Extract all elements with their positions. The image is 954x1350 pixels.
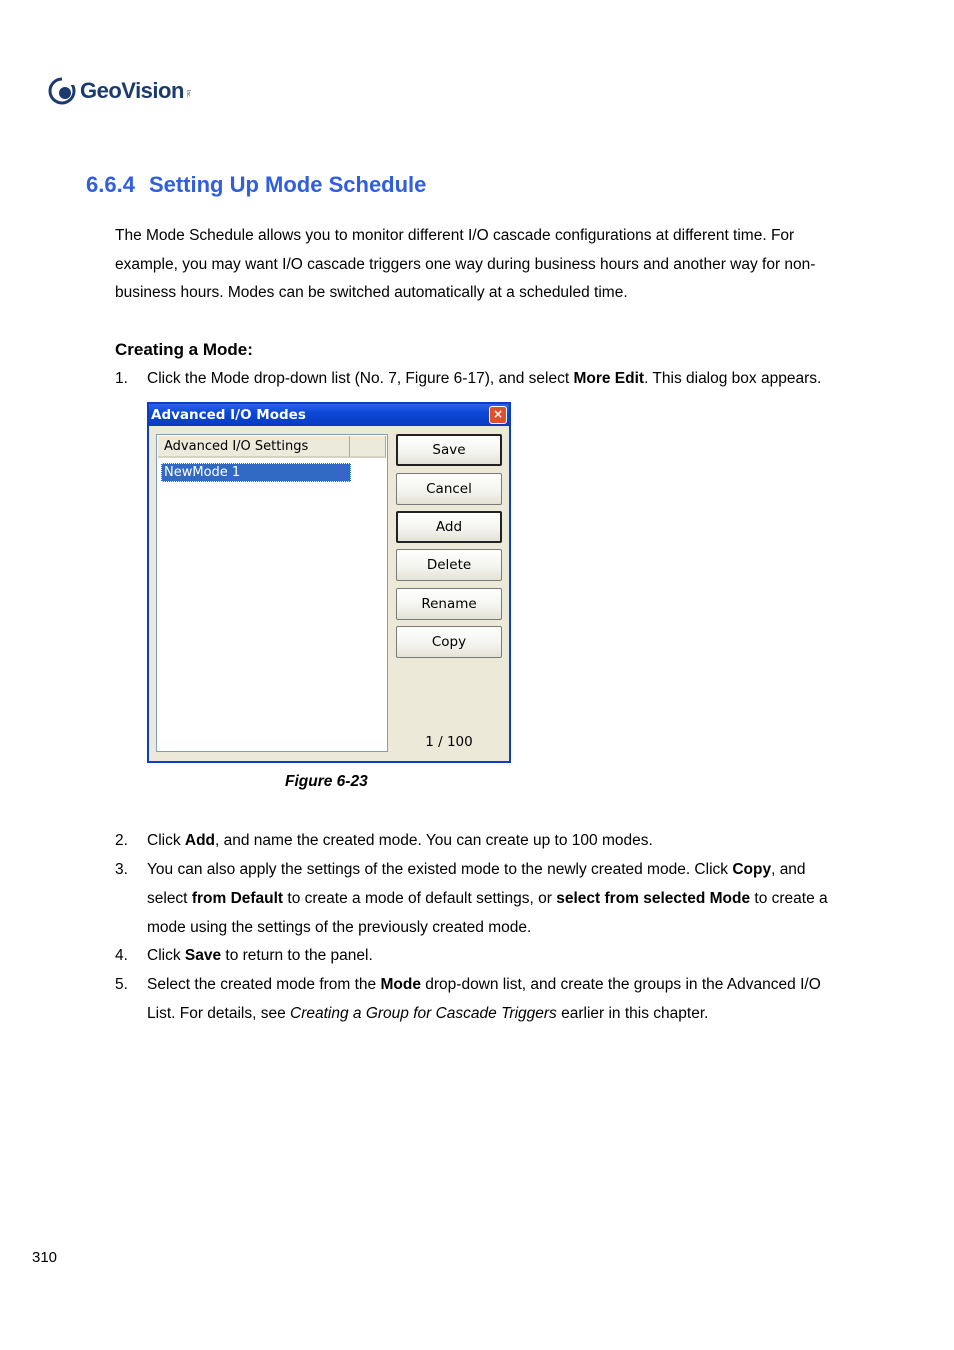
geovision-logo-icon <box>48 76 78 106</box>
logo-suffix: Inc. <box>184 89 191 99</box>
step-bold-term: from Default <box>191 889 284 907</box>
intro-paragraph: The Mode Schedule allows you to monitor different I/O cascade configurations at different time. For example, you may want I/O cascade triggers one way during business hours and another way for non-business hours. Modes can be switched automatically at a scheduled time. <box>115 227 816 302</box>
advanced-io-modes-dialog <box>147 402 511 763</box>
list-item[interactable]: NewMode 1 <box>161 463 351 482</box>
step-text-part: You can also apply the settings of the existed mode to the newly created mode. Click <box>147 861 733 878</box>
section-heading: Setting Up Mode Schedule <box>148 172 427 197</box>
step-number: 3. <box>115 861 128 878</box>
step-bold-term: Save <box>184 947 222 964</box>
add-button[interactable]: Add <box>396 511 502 543</box>
figure-caption: Figure 6-23 <box>285 773 368 790</box>
close-icon[interactable]: × <box>489 406 507 424</box>
step-number: 5. <box>115 976 128 993</box>
list-column-header[interactable]: Advanced I/O Settings <box>158 436 350 458</box>
geovision-logo <box>48 76 191 106</box>
step-text-part: to return to the panel. <box>221 947 373 964</box>
list-column-header-empty[interactable] <box>350 436 386 458</box>
mode-counter: 1 / 100 <box>425 734 473 750</box>
step-text-part: Select the created mode from the <box>147 976 381 993</box>
step-text <box>147 365 847 394</box>
step-text-part: Click the Mode drop-down list (No. 7, Figure 6-17), and select <box>147 370 574 387</box>
step-text <box>147 856 847 942</box>
section-title <box>86 172 426 198</box>
step-number: 2. <box>115 832 128 849</box>
subheading-creating-mode: Creating a Mode: <box>115 340 253 359</box>
step-text <box>147 971 847 1029</box>
step-text <box>147 942 847 971</box>
step-bold-term: Add <box>184 832 216 849</box>
cancel-button[interactable]: Cancel <box>396 473 502 505</box>
step-text-part: to create a mode of default settings, or <box>283 889 557 907</box>
step-text-part: Click <box>147 947 185 964</box>
step-text-part: , and select <box>147 861 806 907</box>
step-bold-term: More Edit <box>573 370 645 387</box>
modes-list[interactable] <box>156 434 388 752</box>
dialog-title: Advanced I/O Modes <box>151 407 306 423</box>
step-bold-term: Mode <box>380 976 421 993</box>
save-button[interactable]: Save <box>396 434 502 466</box>
step-text-part: to create a mode using the settings of the previously created mode. <box>147 889 828 936</box>
step-italic-reference: Creating a Group for Cascade Triggers <box>290 1004 557 1022</box>
step-text-part: Click <box>147 832 185 849</box>
step-text-part: earlier in this chapter. <box>556 1004 709 1022</box>
step-text-part: . This dialog box appears. <box>644 370 822 387</box>
step-number: 1. <box>115 370 128 387</box>
copy-button[interactable]: Copy <box>396 626 502 658</box>
step-bold-term: select from selected Mode <box>556 889 751 907</box>
step-text <box>147 827 847 856</box>
step-text-part: , and name the created mode. You can create up to 100 modes. <box>215 832 653 849</box>
logo-text: GeoVision <box>80 78 184 103</box>
rename-button[interactable]: Rename <box>396 588 502 620</box>
dialog-titlebar[interactable] <box>149 404 509 426</box>
delete-button[interactable]: Delete <box>396 549 502 581</box>
step-number: 4. <box>115 947 128 964</box>
section-number: 6.6.4 <box>86 172 135 197</box>
page-number: 310 <box>32 1249 58 1266</box>
step-bold-term: Copy <box>732 861 772 878</box>
list-header <box>158 436 386 458</box>
step-text-part: drop-down list, and create the groups in the Advanced I/O List. For details, see <box>147 976 821 1022</box>
